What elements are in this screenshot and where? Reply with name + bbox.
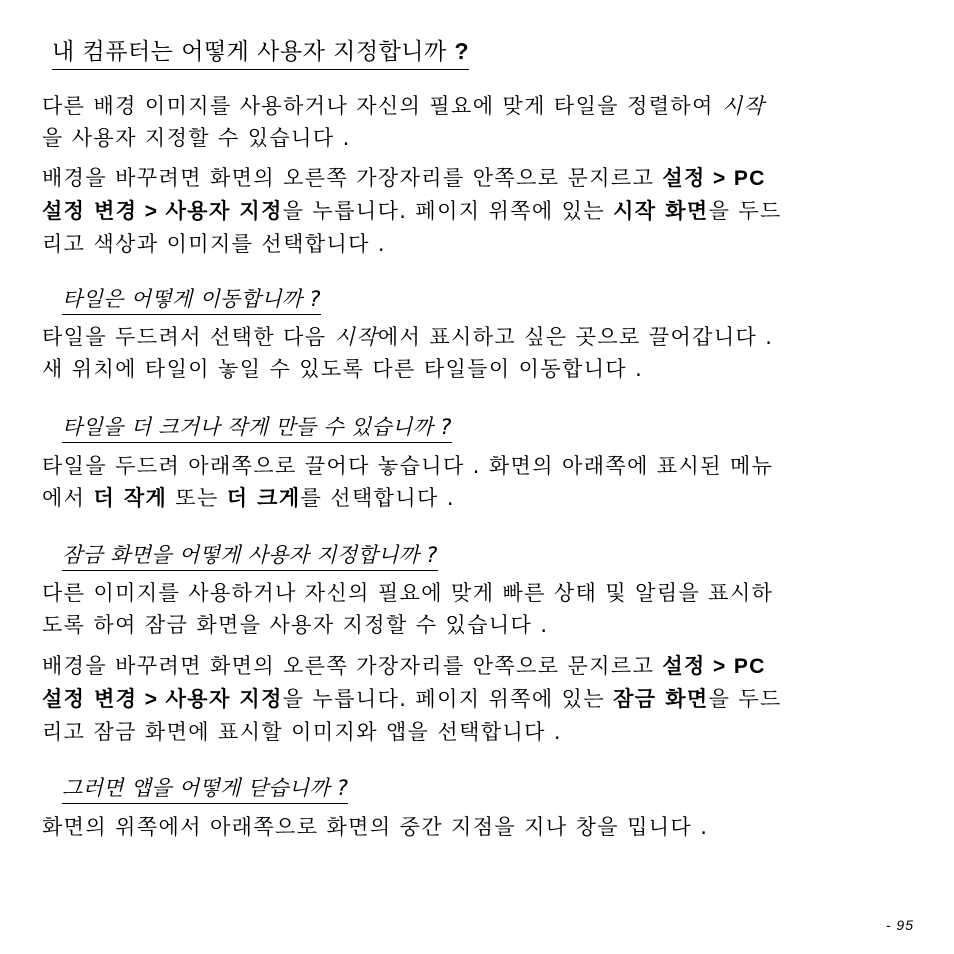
text-line [42,609,918,641]
separator: > [137,200,166,223]
text-run: 또는 [167,486,227,510]
text-run: 에서 표시하고 싶은 곳으로 끌어갑니다 . [377,325,774,349]
text-run: 화면의 위쪽에서 아래쪽으로 화면의 중간 지점을 지나 창을 밉니다 . [42,815,709,839]
text-line [42,321,918,353]
customize-start-paragraph [42,90,918,154]
separator: > [705,167,734,190]
start-term: 시작 [334,325,378,349]
change-background-paragraph [42,162,918,260]
text-run: 을 두드 [708,687,782,711]
text-line [42,195,918,228]
move-tiles-paragraph [42,321,918,385]
lock-screen-term: 잠금 화면 [613,687,709,711]
text-run: 배경을 바꾸려면 화면의 오른쪽 가장자리를 안쪽으로 문지르고 [42,654,663,678]
larger-term: 더 크게 [226,486,301,510]
heading-text: 내 컴퓨터는 어떻게 사용자 지정합니까 [52,39,447,65]
text-line [42,683,918,716]
text-run: 새 위치에 타일이 놓일 수 있도록 다른 타일들이 이동합니다 . [42,357,644,381]
text-run: 을 누릅니다. 페이지 위쪽에 있는 [282,199,614,223]
text-line [42,482,918,514]
separator: > [137,688,166,711]
page-heading [52,36,469,70]
start-term: 시작 [721,94,766,118]
pc-term: PC [733,655,766,678]
lock-screen-heading: 잠금 화면을 어떻게 사용자 지정합니까 ? [62,541,438,571]
lock-screen-background-paragraph [42,650,918,748]
text-line [42,716,918,748]
pc-term: PC [733,167,766,190]
pc-settings-change-term: 설정 변경 [42,199,138,223]
text-run: 타일을 두드려 아래쪽으로 끌어다 놓습니다 . 화면의 아래쪽에 표시된 메뉴 [42,454,774,478]
resize-tiles-heading: 타일을 더 크거나 작게 만들 수 있습니까 ? [62,413,452,443]
close-apps-paragraph [42,811,918,843]
text-run: 배경을 바꾸려면 화면의 오른쪽 가장자리를 안쪽으로 문지르고 [42,166,663,190]
text-run: 다른 이미지를 사용하거나 자신의 필요에 맞게 빠른 상태 및 알림을 표시하 [42,581,774,605]
personalize-term: 사용자 지정 [165,199,283,223]
resize-tiles-paragraph [42,450,918,514]
text-line [42,90,918,122]
separator: > [705,655,734,678]
text-run: 리고 잠금 화면에 표시할 이미지와 앱을 선택합니다 . [42,720,563,744]
close-apps-heading: 그러면 앱을 어떻게 닫습니까 ? [62,774,348,804]
text-run: 을 사용자 지정할 수 있습니다 . [42,126,351,150]
start-screen-term: 시작 화면 [613,199,709,223]
text-line [42,122,918,154]
text-run: 리고 색상과 이미지를 선택합니다 . [42,232,386,256]
text-line [42,577,918,609]
move-tiles-heading: 타일은 어떻게 이동합니까 ? [62,285,321,315]
text-line [42,162,918,195]
text-run: 를 선택합니다 . [300,486,455,510]
text-line [42,650,918,683]
lock-screen-paragraph [42,577,918,641]
text-run: 다른 배경 이미지를 사용하거나 자신의 필요에 맞게 타일을 정렬하여 [42,94,722,118]
text-run: 을 두드 [708,199,782,223]
text-line [42,811,918,843]
personalize-term: 사용자 지정 [165,687,283,711]
text-run: 타일을 두드려서 선택한 다음 [42,325,335,349]
text-line [42,450,918,482]
smaller-term: 더 작게 [93,486,168,510]
text-run: 에서 [42,486,94,510]
pc-settings-change-term: 설정 변경 [42,687,138,711]
text-run: 도록 하여 잠금 화면을 사용자 지정할 수 있습니다 . [42,613,549,637]
text-line [42,353,918,385]
page-number: - 95 [885,917,914,933]
text-run: 을 누릅니다. 페이지 위쪽에 있는 [282,687,614,711]
heading-question-mark: ? [454,38,470,64]
text-line [42,228,918,260]
settings-term: 설정 [662,654,706,678]
settings-term: 설정 [662,166,706,190]
